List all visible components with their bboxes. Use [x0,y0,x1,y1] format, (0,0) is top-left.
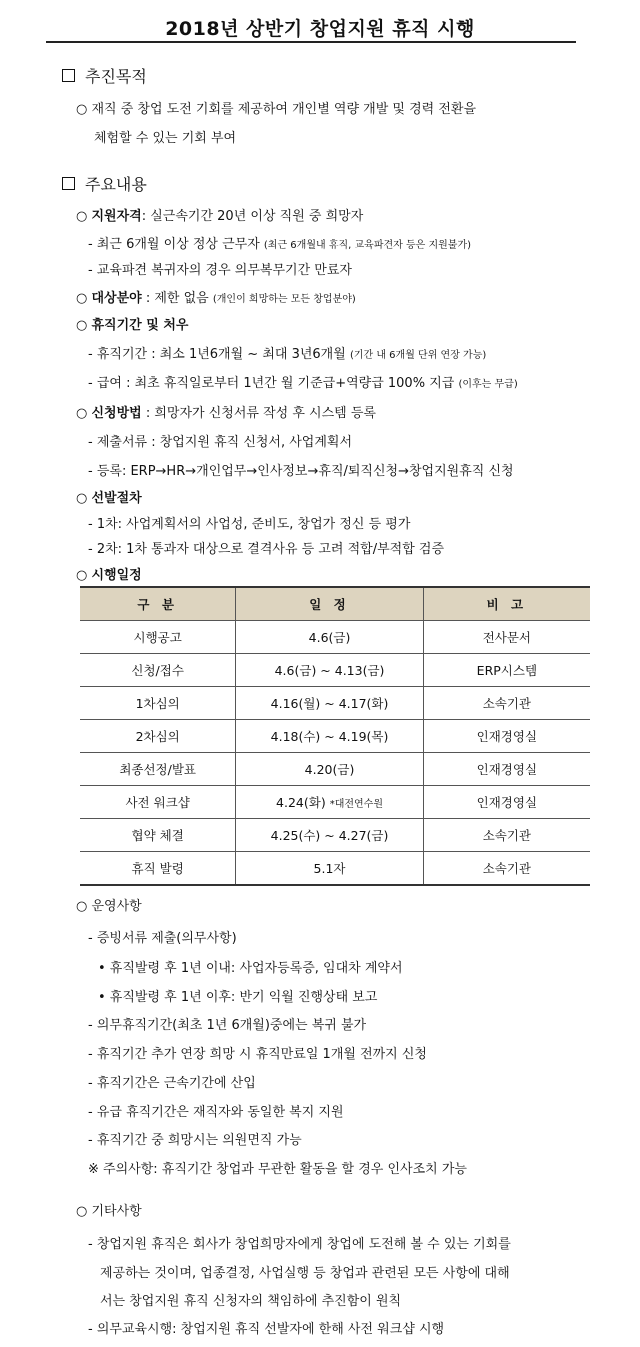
selection-sub-2: - 2차: 1차 통과자 대상으로 결격사유 등 고려 적합/부적합 검증 [88,542,445,557]
schedule-remark: ERP시스템 [423,654,590,687]
period-sub-2-note: (이후는 무급) [458,379,518,390]
section-contents-title: 주요내용 [85,175,147,194]
page-title: 2018년 상반기 창업지원 휴직 시행 [165,18,475,40]
period-sub-1-note: (기간 내 6개월 단위 연장 가능) [349,350,487,361]
schedule-item: 휴직 발령 [80,852,236,886]
table-row [80,687,590,720]
table-row [80,654,590,687]
ops-heading: ○ 운영사항 [76,899,142,914]
ops-line-2: • 휴직발령 후 1년 이내: 사업자등록증, 임대차 계약서 [98,961,403,976]
schedule-date-text: 4.16(월) ~ 4.17(화) [270,696,389,711]
schedule-item: 사전 워크샵 [80,786,236,819]
schedule-date-text: 4.24(화) [276,795,326,810]
apply-text: : 희망자가 신청서류 작성 후 시스템 등록 [141,406,376,421]
table-row [80,852,590,886]
field-line: ○ 대상분야 : 제한 없음 (개인이 희망하는 모든 창업분야) [76,291,356,306]
schedule-remark: 인재경영실 [423,720,590,753]
schedule-label: 시행일정 [91,568,142,583]
ops-line-5: - 휴직기간 추가 연장 희망 시 휴직만료일 1개월 전까지 신청 [88,1047,427,1062]
schedule-remark: 소속기관 [423,852,590,886]
section-contents-heading [62,172,147,195]
ops-line-1: - 증빙서류 제출(의무사항) [88,931,237,946]
period-sub-2-text: - 급여 : 최초 휴직일로부터 1년간 월 기준급+역량급 100% 지급 [88,376,455,391]
schedule-item: 협약 체결 [80,819,236,852]
ops-line-8: - 휴직기간 중 희망시는 의원면직 가능 [88,1133,302,1148]
schedule-date [236,621,423,654]
schedule-remark: 소속기관 [423,819,590,852]
ops-line-7: - 유급 휴직기간은 재직자와 동일한 복지 지원 [88,1105,344,1120]
eligibility-sub-1 [88,233,471,252]
eligibility-line: ○ 지원자격: 실근속기간 20년 이상 직원 중 희망자 [76,209,364,224]
eligibility-sub-2: - 교육파견 복귀자의 경우 의무복무기간 만료자 [88,263,352,278]
schedule-remark: 소속기관 [423,687,590,720]
apply-line: ○ 신청방법 : 희망자가 신청서류 작성 후 시스템 등록 [76,406,376,421]
table-row [80,621,590,654]
title-divider [46,41,576,43]
schedule-date-text: 4.20(금) [304,762,355,777]
checkbox-square-icon [62,69,75,82]
schedule-remark: 인재경영실 [423,786,590,819]
schedule-line: ○ 시행일정 [76,568,142,583]
eligibility-sub-1-text: - 최근 6개월 이상 정상 근무자 [88,237,260,252]
field-text: : 제한 없음 [141,291,209,306]
schedule-header-date: 일 정 [236,587,423,621]
schedule-date [236,654,423,687]
field-label: 대상분야 [91,291,142,306]
etc-line-2: 제공하는 것이며, 업종결정, 사업실행 등 창업과 관련된 모든 사항에 대해 [100,1266,510,1281]
schedule-header-item: 구 분 [80,587,236,621]
schedule-item: 신청/접수 [80,654,236,687]
etc-line-3: 서는 창업지원 휴직 신청자의 책임하에 추진함이 원칙 [100,1294,402,1309]
schedule-date [236,786,423,819]
eligibility-sub-1-note: (최근 6개월내 휴직, 교육파견자 등은 지원불가) [263,240,472,251]
apply-sub-1: - 제출서류 : 창업지원 휴직 신청서, 사업계획서 [88,435,353,450]
schedule-item: 최종선정/발표 [80,753,236,786]
table-row [80,819,590,852]
checkbox-square-icon [62,177,75,190]
ops-line-4: - 의무휴직기간(최초 1년 6개월)중에는 복귀 불가 [88,1018,367,1033]
schedule-date [236,819,423,852]
schedule-date-note: *대전연수원 [329,799,383,810]
etc-line-1: - 창업지원 휴직은 회사가 창업희망자에게 창업에 도전해 볼 수 있는 기회를 [88,1237,511,1252]
etc-line-4: - 의무교육시행: 창업지원 휴직 선발자에 한해 사전 워크샵 시행 [88,1322,445,1337]
schedule-item: 시행공고 [80,621,236,654]
selection-label: 선발절차 [91,491,142,506]
schedule-date [236,687,423,720]
schedule-date-text: 5.1자 [313,861,346,876]
ops-caution: ※ 주의사항: 휴직기간 창업과 무관한 활동을 할 경우 인사조치 가능 [88,1162,467,1177]
schedule-date [236,720,423,753]
schedule-header-remark: 비 고 [423,587,590,621]
table-row [80,753,590,786]
purpose-line-1: ○ 재직 중 창업 도전 기회를 제공하여 개인별 역량 개발 및 경력 전환을 [76,102,476,117]
apply-label: 신청방법 [91,406,142,421]
schedule-header-row [80,587,590,621]
section-purpose-heading [62,64,147,87]
section-purpose-title: 추진목적 [85,67,147,86]
table-row [80,720,590,753]
ops-line-3: • 휴직발령 후 1년 이후: 반기 익월 진행상태 보고 [98,990,378,1005]
schedule-date [236,852,423,886]
table-row [80,786,590,819]
etc-heading: ○ 기타사항 [76,1204,142,1219]
schedule-date-text: 4.6(금) ~ 4.13(금) [274,663,385,678]
selection-line: ○ 선발절차 [76,491,142,506]
schedule-item: 1차심의 [80,687,236,720]
period-label: 휴직기간 및 처우 [91,318,189,333]
period-line: ○ 휴직기간 및 처우 [76,318,189,333]
schedule-date-text: 4.25(수) ~ 4.27(금) [270,828,389,843]
period-sub-1 [88,343,486,362]
schedule-date-text: 4.18(수) ~ 4.19(목) [270,729,389,744]
eligibility-text: : 실근속기간 20년 이상 직원 중 희망자 [141,209,364,224]
selection-sub-1: - 1차: 사업계획서의 사업성, 준비도, 창업가 정신 등 평가 [88,517,411,532]
field-note: (개인이 희망하는 모든 창업분야) [212,294,356,305]
schedule-item: 2차심의 [80,720,236,753]
purpose-line-2: 체험할 수 있는 기회 부여 [94,131,237,146]
schedule-table [80,586,590,886]
schedule-date-text: 4.6(금) [308,630,351,645]
schedule-remark: 인재경영실 [423,753,590,786]
apply-sub-2: - 등록: ERP→HR→개인업무→인사정보→휴직/퇴직신청→창업지원휴직 신청 [88,464,514,479]
period-sub-2 [88,372,518,391]
schedule-date [236,753,423,786]
schedule-remark: 전사문서 [423,621,590,654]
ops-line-6: - 휴직기간은 근속기간에 산입 [88,1076,256,1091]
eligibility-label: 지원자격 [91,209,142,224]
period-sub-1-text: - 휴직기간 : 최소 1년6개월 ~ 최대 3년6개월 [88,347,346,362]
